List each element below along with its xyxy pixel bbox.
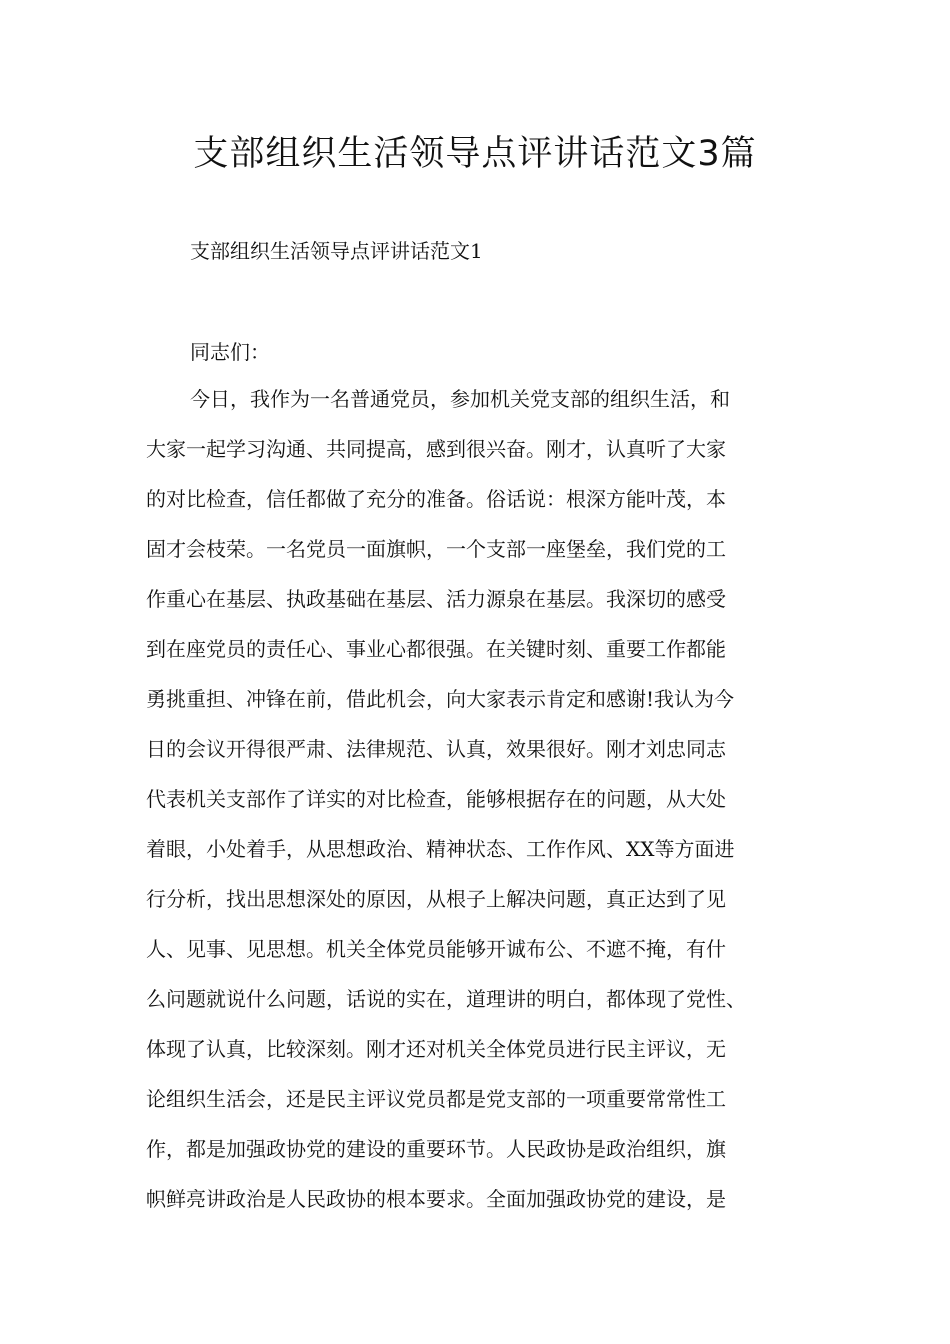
- paragraph-line: 固才会枝荣。一名党员一面旗帜，一个支部一座堡垒，我们党的工: [146, 537, 726, 561]
- paragraph-line: 论组织生活会，还是民主评议党员都是党支部的一项重要常常性工: [146, 1087, 726, 1111]
- body-paragraph: [146, 384, 836, 1234]
- paragraph-line: 到在座党员的责任心、事业心都很强。在关键时刻、重要工作都能: [146, 637, 726, 661]
- paragraph-line: 么问题就说什么问题，话说的实在，道理讲的明白，都体现了党性、: [146, 987, 746, 1011]
- paragraph-line: 代表机关支部作了详实的对比检查，能够根据存在的问题，从大处: [146, 787, 726, 811]
- paragraph-line: 日的会议开得很严肃、法律规范、认真，效果很好。刚才刘忠同志: [146, 737, 726, 761]
- paragraph-line: 体现了认真，比较深刻。刚才还对机关全体党员进行民主评议，无: [146, 1037, 726, 1061]
- paragraph-line: 今日，我作为一名普通党员，参加机关党支部的组织生活，和: [190, 387, 730, 411]
- paragraph-line: 着眼，小处着手，从思想政治、精神状态、工作作风、XX等方面进: [146, 837, 735, 861]
- greeting: 同志们：: [190, 340, 270, 364]
- paragraph-line: 的对比检查，信任都做了充分的准备。俗话说：根深方能叶茂，本: [146, 487, 726, 511]
- paragraph-line: 勇挑重担、冲锋在前，借此机会，向大家表示肯定和感谢!我认为今: [146, 687, 735, 711]
- paragraph-line: 行分析，找出思想深处的原因，从根子上解决问题，真正达到了见: [146, 887, 726, 911]
- paragraph-line: 大家一起学习沟通、共同提高，感到很兴奋。刚才，认真听了大家: [146, 437, 726, 461]
- document-title: 支部组织生活领导点评讲话范文3篇: [193, 134, 757, 174]
- paragraph-line: 作重心在基层、执政基础在基层、活力源泉在基层。我深切的感受: [146, 587, 726, 611]
- section-subtitle: 支部组织生活领导点评讲话范文1: [190, 239, 483, 263]
- paragraph-line: 帜鲜亮讲政治是人民政协的根本要求。全面加强政协党的建设，是: [146, 1187, 726, 1211]
- paragraph-line: 人、见事、见思想。机关全体党员能够开诚布公、不遮不掩，有什: [146, 937, 726, 961]
- paragraph-line: 作，都是加强政协党的建设的重要环节。人民政协是政治组织，旗: [146, 1137, 726, 1161]
